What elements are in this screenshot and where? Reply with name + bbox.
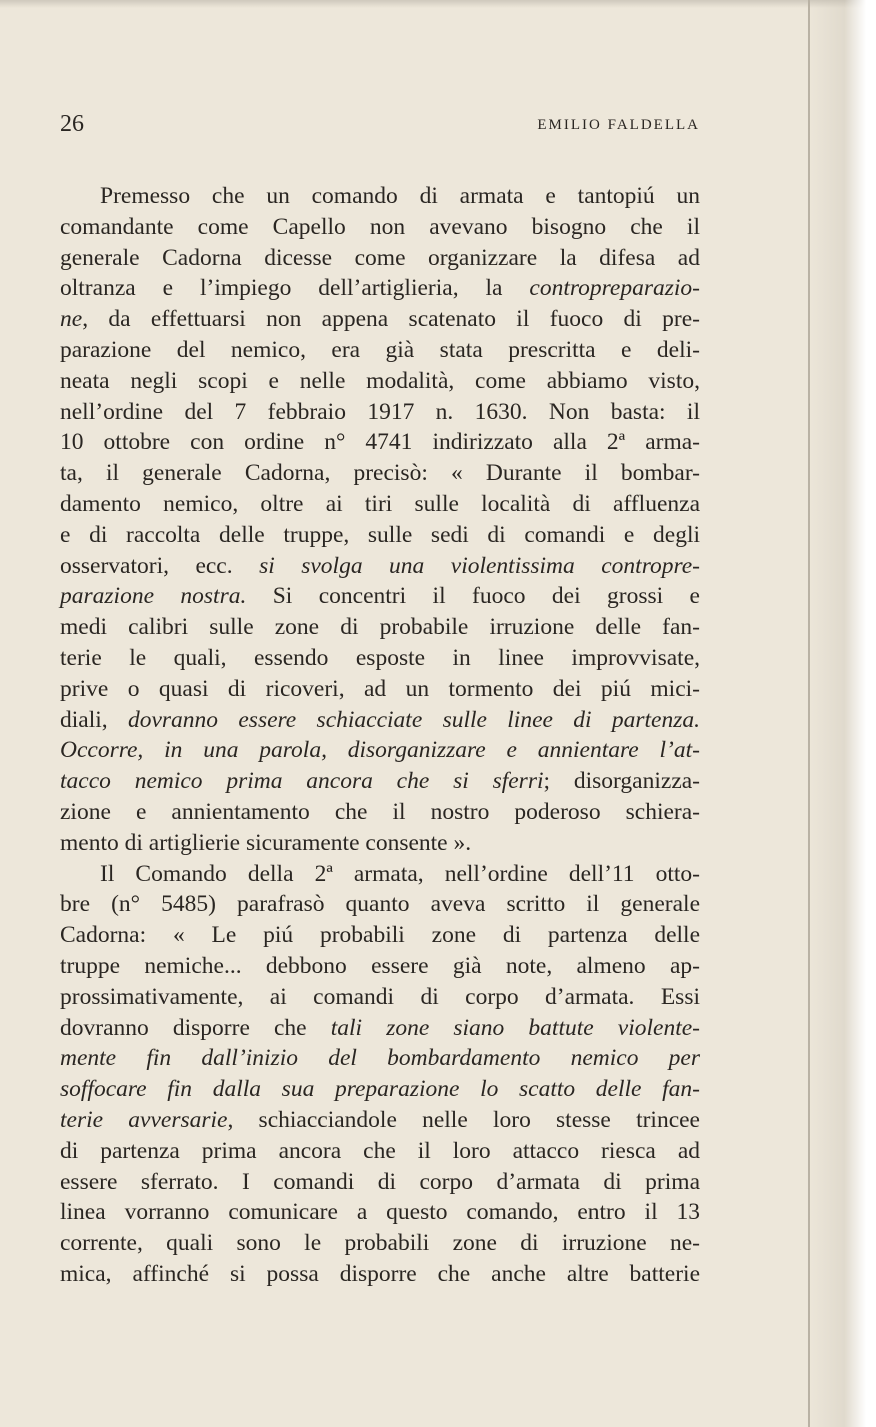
page-top-shadow: [0, 0, 876, 8]
text-line: [60, 1259, 700, 1290]
text-line: [60, 397, 700, 428]
text-span: ta, il generale Cadorna, precisò: « Durante il bombar-: [60, 460, 700, 487]
text-line: [60, 366, 700, 397]
text-line: [60, 1105, 700, 1136]
text-span: osservatori, ecc.: [60, 552, 260, 579]
text-line: [60, 520, 700, 551]
text-span: parazione del nemico, era già stata prescritta e deli-: [60, 336, 700, 363]
text-line: [60, 458, 700, 489]
text-line: [60, 181, 700, 212]
text-span: generale Cadorna dicesse come organizzare la difesa ad: [60, 244, 700, 271]
text-span: zione e annientamento che il nostro poderoso schiera-: [60, 798, 700, 825]
text-line: [60, 1136, 700, 1167]
text-line: [60, 1228, 700, 1259]
text-line: [60, 612, 700, 643]
text-line: [60, 951, 700, 982]
text-span: essere sferrato. I comandi di corpo d’armata di prima: [60, 1168, 700, 1195]
text-line: [60, 674, 700, 705]
text-line: [60, 889, 700, 920]
page-number: 26: [60, 111, 84, 137]
text-span: corrente, quali sono le probabili zone di irruzione ne-: [60, 1230, 700, 1257]
text-line: [60, 1167, 700, 1198]
text-line: [60, 1074, 700, 1105]
text-line: [60, 643, 700, 674]
text-line: [60, 551, 700, 582]
italic-span: mente fin dall’inizio del bombardamento nemico per: [60, 1045, 700, 1072]
text-line: [60, 766, 700, 797]
text-line: [60, 581, 700, 612]
text-span: di partenza prima ancora che il loro attacco riesca ad: [60, 1137, 700, 1164]
text-line: [60, 1197, 700, 1228]
text-span: nell’ordine del 7 febbraio 1917 n. 1630. Non basta: il: [60, 398, 700, 425]
text-span: neata negli scopi e nelle modalità, come abbiamo visto,: [60, 367, 700, 394]
text-span: Cadorna: « Le piú probabili zone di partenza delle: [60, 922, 700, 949]
italic-span: si svolga una violentissima contropre-: [259, 552, 701, 579]
text-span: Il Comando della 2ª armata, nell’ordine dell’11 otto-: [100, 860, 700, 887]
text-line: [60, 304, 700, 335]
text-span: dovranno disporre che: [60, 1014, 331, 1041]
text-line: [60, 212, 700, 243]
text-span: prive o quasi di ricoveri, ad un tormento dei piú mici-: [60, 675, 700, 702]
italic-span: terie avversarie: [60, 1106, 228, 1133]
text-line: [60, 828, 700, 859]
italic-span: ne: [60, 306, 83, 333]
page-edge-shadow: [806, 0, 876, 1427]
text-span: , schiacciandole nelle loro stesse trincee: [227, 1106, 700, 1133]
text-line: [60, 859, 700, 890]
text-line: [60, 735, 700, 766]
italic-span: parazione nostra.: [60, 583, 247, 610]
body-text: [60, 181, 700, 1290]
text-line: [60, 489, 700, 520]
text-line: [60, 335, 700, 366]
italic-span: soffocare fin dalla sua preparazione lo scatto delle fan-: [60, 1076, 700, 1103]
italic-span: dovranno essere schiacciate sulle linee di partenza.: [127, 706, 700, 733]
text-line: [60, 920, 700, 951]
page-header: [60, 111, 700, 137]
text-span: terie le quali, essendo esposte in linee improvvisate,: [60, 644, 700, 671]
text-span: , da effettuarsi non appena scatenato il fuoco di pre-: [82, 306, 700, 333]
text-span: medi calibri sulle zone di probabile irruzione delle fan-: [60, 614, 700, 641]
italic-span: tali zone siano battute violente-: [330, 1014, 701, 1041]
text-span: damento nemico, oltre ai tiri sulle località di affluenza: [60, 490, 700, 517]
text-span: linea vorranno comunicare a questo comando, entro il 13: [60, 1199, 700, 1226]
text-span: ; disorganizza-: [543, 768, 701, 795]
text-line: [60, 427, 700, 458]
text-line: [60, 705, 700, 736]
text-span: bre (n° 5485) parafrasò quanto aveva scritto il generale: [60, 891, 700, 918]
text-span: Si concentri il fuoco dei grossi e: [246, 583, 700, 610]
italic-span: Occorre, in una parola, disorganizzare e annientare l’at-: [60, 737, 700, 764]
text-line: [60, 243, 700, 274]
text-span: diali,: [60, 706, 128, 733]
text-span: Premesso che un comando di armata e tantopiú un: [100, 183, 700, 209]
text-span: prossimativamente, ai comandi di corpo d’armata. Essi: [60, 983, 700, 1010]
text-line: [60, 1013, 700, 1044]
text-span: comandante come Capello non avevano bisogno che il: [60, 213, 700, 240]
text-span: mica, affinché si possa disporre che anche altre batterie: [60, 1260, 700, 1287]
text-line: [60, 982, 700, 1013]
text-span: e di raccolta delle truppe, sulle sedi di comandi e degli: [60, 521, 700, 548]
text-span: 10 ottobre con ordine n° 4741 indirizzato alla 2ª arma-: [60, 429, 700, 456]
text-line: [60, 1043, 700, 1074]
text-span: truppe nemiche... debbono essere già note, almeno ap-: [60, 952, 700, 979]
text-line: [60, 797, 700, 828]
text-span: mento di artiglierie sicuramente consente ».: [60, 829, 472, 856]
running-head: EMILIO FALDELLA: [537, 117, 700, 133]
italic-span: contropreparazio-: [529, 275, 700, 302]
text-span: oltranza e l’impiego dell’artiglieria, la: [60, 275, 530, 302]
text-line: [60, 273, 700, 304]
italic-span: tacco nemico prima ancora che si sferri: [60, 768, 544, 795]
